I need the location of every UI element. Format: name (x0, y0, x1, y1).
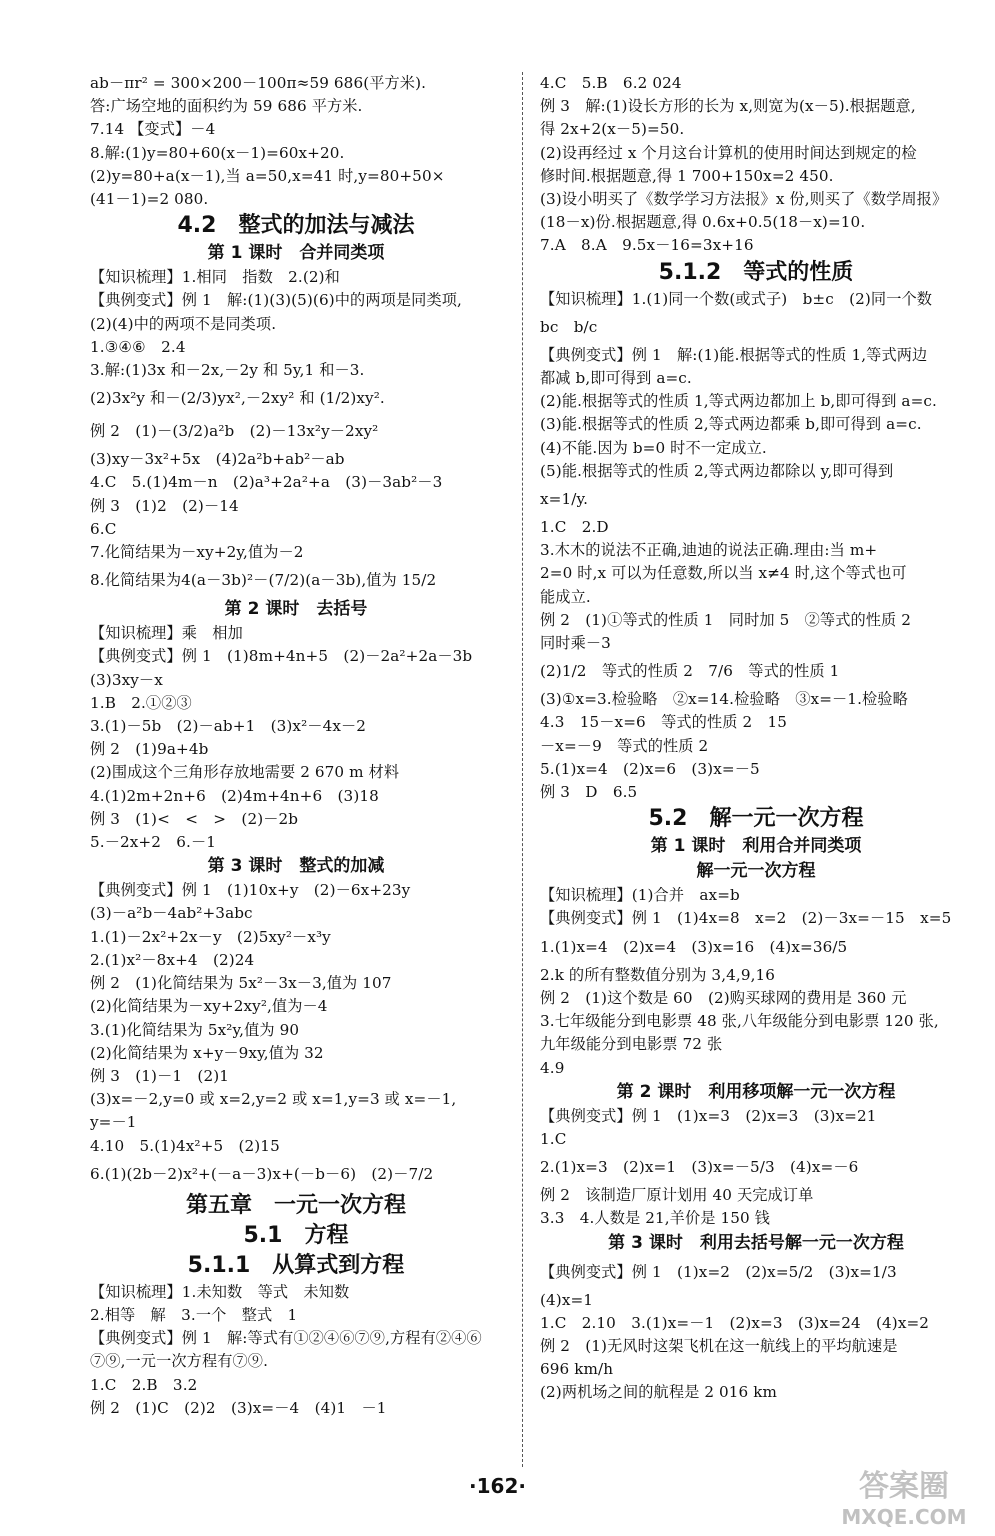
text-line: 例 3 (1)－1 (2)1 (90, 1066, 229, 1085)
text-line: (3)能.根据等式的性质 2,等式两边都乘 b,即可得到 a=c. (540, 415, 922, 434)
text-line: 【典例变式】例 1 (1)10x+y (2)－6x+23y (90, 881, 411, 900)
text-line: (3)xy－3x²+5x (4)2a²b+ab²－ab (90, 450, 345, 469)
page-number: ·162· (469, 1474, 526, 1498)
text-line: 4.9 (540, 1058, 565, 1077)
column-divider (522, 72, 523, 1467)
text-line: 【典例变式】例 1 解:(1)能.根据等式的性质 1,等式两边 (540, 345, 928, 364)
text-line: 4.C 5.(1)4m－n (2)a³+2a²+a (3)－3ab²－3 (90, 473, 443, 492)
text-line: 2.(1)x²－8x+4 (2)24 (90, 950, 255, 969)
text-line: 2.k 的所有整数值分别为 3,4,9,16 (540, 965, 776, 984)
text-line: (2)围成这个三角形存放地需要 2 670 m 材料 (90, 763, 400, 782)
section-heading: 5.2 解一元一次方程 (648, 806, 864, 832)
section-heading: 第 1 课时 合并同类项 (207, 243, 385, 264)
text-line: 【典例变式】例 1 解:(1)(3)(5)(6)中的两项是同类项, (90, 291, 462, 310)
text-line: ⑦⑨,一元一次方程有⑦⑨. (90, 1352, 269, 1371)
text-line: 2.(1)x=3 (2)x=1 (3)x=－5/3 (4)x=－6 (540, 1158, 859, 1177)
left-column (90, 72, 502, 1420)
text-line: 【典例变式】例 1 (1)8m+4n+5 (2)－2a²+2a－3b (90, 647, 473, 666)
text-line: 696 km/h (540, 1360, 614, 1379)
text-line: (2)化简结果为－xy+2xy²,值为－4 (90, 997, 328, 1016)
text-line: 3.(1)－5b (2)－ab+1 (3)x²－4x－2 (90, 717, 367, 736)
text-line: (4)不能.因为 b=0 时不一定成立. (540, 438, 767, 457)
watermark-logo (822, 1462, 987, 1530)
text-line: 例 3 解:(1)设长方形的长为 x,则宽为(x－5).根据题意, (540, 97, 916, 116)
text-line: 【典例变式】例 1 解:等式有①②④⑥⑦⑨,方程有②④⑥ (90, 1329, 482, 1348)
text-line: (41－1)=2 080. (90, 190, 209, 209)
text-line: －x=－9 等式的性质 2 (540, 736, 709, 755)
text-line: 都减 b,即可得到 a=c. (540, 369, 692, 388)
text-line: (4)x=1 (540, 1290, 594, 1309)
text-line: 例 2 (1)C (2)2 (3)x=－4 (4)1 －1 (90, 1398, 387, 1417)
text-line: 4.C 5.B 6.2 024 (540, 74, 682, 92)
section-heading: 5.1.1 从算式到方程 (187, 1252, 405, 1278)
section-heading: 5.1 方程 (243, 1222, 349, 1248)
text-line: (5)能.根据等式的性质 2,等式两边都除以 y,即可得到 (540, 461, 894, 480)
text-line: 例 2 该制造厂原计划用 40 天完成订单 (540, 1186, 814, 1205)
section-heading: 第 1 课时 利用合并同类项 (650, 836, 862, 857)
text-line: 7.14 【变式】－4 (90, 120, 216, 139)
text-line: 7.化简结果为－xy+2y,值为－2 (90, 543, 304, 562)
text-line: (2)y=80+a(x－1),当 a=50,x=41 时,y=80+50× (90, 166, 445, 185)
section-heading: 第五章 一元一次方程 (185, 1192, 406, 1218)
text-line: 1.C 2.10 3.(1)x=－1 (2)x=3 (3)x=24 (4)x=2 (540, 1313, 930, 1332)
text-line: 4.(1)2m+2n+6 (2)4m+4n+6 (3)18 (90, 786, 379, 805)
text-line: (2)3x²y 和－(2/3)yx²,－2xy² 和 (1/2)xy². (90, 389, 385, 408)
text-line: 7.A 8.A 9.5x－16=3x+16 (540, 236, 754, 255)
text-line: 【知识梳理】乘 相加 (90, 624, 243, 643)
text-line: 【典例变式】例 1 (1)4x=8 x=2 (2)－3x=－15 x=5 (540, 909, 952, 928)
text-line: ab－πr² = 300×200－100π≈59 686(平方米). (90, 74, 427, 92)
text-line: 1.C (540, 1129, 567, 1148)
watermark-bottom: MXQE.COM (841, 1505, 967, 1529)
text-line: 九年级能分到电影票 72 张 (540, 1035, 723, 1054)
text-line: 3.木木的说法不正确,迪迪的说法正确.理由:当 m+ (540, 541, 878, 560)
text-line: 例 2 (1)①等式的性质 1 同时加 5 ②等式的性质 2 (540, 610, 912, 629)
right-column (540, 72, 972, 1405)
text-line: 1.C 2.B 3.2 (90, 1375, 198, 1394)
section-heading: 第 2 课时 去括号 (224, 599, 368, 620)
text-line: 例 2 (1)－(3/2)a²b (2)－13x²y－2xy² (90, 422, 379, 441)
text-line: 1.(1)x=4 (2)x=4 (3)x=16 (4)x=36/5 (540, 937, 848, 956)
text-line: 8.化简结果为4(a－3b)²－(7/2)(a－3b),值为 15/2 (90, 571, 437, 590)
text-line: (3)x=－2,y=0 或 x=2,y=2 或 x=1,y=3 或 x=－1, (90, 1090, 457, 1109)
text-line: 3.七年级能分到电影票 48 张,八年级能分到电影票 120 张, (540, 1012, 939, 1031)
section-heading: 5.1.2 等式的性质 (658, 259, 854, 285)
text-line: 例 3 (1)< < > (2)－2b (90, 809, 299, 828)
text-line: (2)化简结果为 x+y－9xy,值为 32 (90, 1043, 324, 1062)
text-line: 2.相等 解 3.一个 整式 1 (90, 1305, 298, 1324)
text-line: 修时间.根据题意,得 1 700+150x=2 450. (540, 166, 834, 185)
text-line: 【典例变式】例 1 (1)x=2 (2)x=5/2 (3)x=1/3 (540, 1262, 897, 1281)
section-heading: 第 3 课时 利用去括号解一元一次方程 (608, 1232, 904, 1253)
text-line: 3.3 4.人数是 21,羊价是 150 钱 (540, 1209, 770, 1228)
section-heading: 解一元一次方程 (696, 861, 816, 882)
text-line: 1.C 2.D (540, 518, 609, 537)
text-line: 3.(1)化简结果为 5x²y,值为 90 (90, 1020, 300, 1039)
text-line: 答:广场空地的面积约为 59 686 平方米. (90, 97, 363, 116)
text-line: (2)(4)中的两项不是同类项. (90, 314, 277, 333)
text-line: 例 2 (1)这个数是 60 (2)购买球网的费用是 360 元 (540, 988, 907, 1007)
section-heading: 第 2 课时 利用移项解一元一次方程 (616, 1081, 896, 1102)
text-line: 例 2 (1)无风时这架飞机在这一航线上的平均航速是 (540, 1336, 898, 1355)
text-line: 例 2 (1)9a+4b (90, 740, 209, 759)
text-line: 3.解:(1)3x 和－2x,－2y 和 5y,1 和－3. (90, 361, 365, 380)
text-line: 1.③④⑥ 2.4 (90, 337, 186, 356)
text-line: (3)①x=3.检验略 ②x=14.检验略 ③x=－1.检验略 (540, 690, 908, 709)
text-line: 例 3 (1)2 (2)－14 (90, 496, 239, 515)
text-line: 2=0 时,x 可以为任意数,所以当 x≠4 时,这个等式也可 (540, 564, 907, 583)
text-line: 【典例变式】例 1 (1)x=3 (2)x=3 (3)x=21 (540, 1106, 877, 1125)
text-line: 4.3 15－x=6 等式的性质 2 15 (540, 713, 788, 732)
text-line: 【知识梳理】1.未知数 等式 未知数 (90, 1282, 350, 1301)
text-line: 例 3 D 6.5 (540, 783, 638, 802)
text-line: y=－1 (90, 1113, 137, 1132)
text-line: x=1/y. (540, 490, 589, 509)
text-line: (3)－a²b－4ab²+3abc (90, 904, 253, 923)
section-heading: 第 3 课时 整式的加减 (207, 856, 385, 877)
text-line: 得 2x+2(x－5)=50. (540, 120, 685, 139)
text-line: bc b/c (540, 317, 598, 336)
text-line: 6.(1)(2b－2)x²+(－a－3)x+(－b－6) (2)－7/2 (90, 1164, 434, 1183)
text-line: 【知识梳理】1.相同 指数 2.(2)和 (90, 268, 340, 287)
text-line: 8.解:(1)y=80+60(x－1)=60x+20. (90, 143, 345, 162)
text-line: (2)设再经过 x 个月这台计算机的使用时间达到规定的检 (540, 143, 917, 162)
text-line: 1.(1)－2x²+2x－y (2)5xy²－x³y (90, 927, 331, 946)
text-line: (2)能.根据等式的性质 1,等式两边都加上 b,即可得到 a=c. (540, 392, 937, 411)
text-line: (2)1/2 等式的性质 2 7/6 等式的性质 1 (540, 662, 840, 681)
section-heading: 4.2 整式的加法与减法 (177, 213, 415, 239)
text-line: 例 2 (1)化简结果为 5x²－3x－3,值为 107 (90, 974, 392, 993)
text-line: (18－x)份.根据题意,得 0.6x+0.5(18－x)=10. (540, 213, 866, 232)
text-line: 5.－2x+2 6.－1 (90, 833, 217, 852)
watermark-top: 答案圈 (859, 1469, 949, 1504)
text-line: (3)3xy－x (90, 670, 163, 689)
text-line: (3)设小明买了《数学学习方法报》x 份,则买了《数学周报》 (540, 190, 948, 209)
text-line: 【知识梳理】(1)合并 ax=b (540, 886, 740, 905)
text-line: 4.10 5.(1)4x²+5 (2)15 (90, 1136, 280, 1155)
text-line: (2)两机场之间的航程是 2 016 km (540, 1383, 778, 1402)
text-line: 1.B 2.①②③ (90, 693, 192, 712)
text-line: 5.(1)x=4 (2)x=6 (3)x=－5 (540, 759, 760, 778)
text-line: 【知识梳理】1.(1)同一个数(或式子) b±c (2)同一个数 (540, 289, 933, 308)
text-line: 6.C (90, 519, 117, 538)
text-line: 能成立. (540, 587, 591, 606)
text-line: 同时乘－3 (540, 634, 611, 653)
